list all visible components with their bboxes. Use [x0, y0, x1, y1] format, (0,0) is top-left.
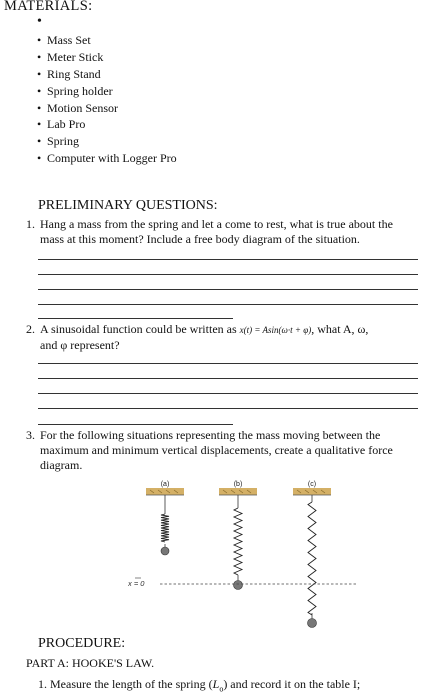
step-text: Measure the length of the spring $(L_o)$ and record it on the table I; — [50, 677, 361, 694]
question-text: For the following situations representing the mass moving between the maximum and minimum vertical displacements, create a qualitative force diagram. — [40, 428, 393, 472]
answer-line[interactable] — [38, 318, 233, 319]
answer-line[interactable] — [38, 393, 418, 394]
list-item: • Mass Set — [37, 33, 91, 47]
spring-compressed — [161, 495, 169, 555]
materials-list — [37, 32, 177, 167]
question-number: 1. — [26, 217, 35, 231]
sinusoid-formula: x(t) = Asin(ω·t + φ) — [239, 325, 312, 335]
list-item: • Motion Sensor — [37, 100, 119, 115]
list-item: • Lab Pro — [37, 117, 86, 132]
ceiling-support — [146, 488, 184, 495]
ceiling-support — [219, 488, 257, 495]
answer-line[interactable] — [38, 259, 418, 260]
question-text: Hang a mass from the spring and let a come to rest, what is true about the mass at this moment? Include a free body diagram of the situation. — [40, 217, 393, 246]
equilibrium-line — [128, 578, 358, 588]
procedure-heading: PROCEDURE: — [38, 636, 126, 651]
label-a: (a) — [160, 481, 170, 488]
answer-line[interactable] — [38, 274, 418, 275]
question-text: A sinusoidal function could be written as x(t) = Asin(ω·t + φ), what A, ω, and φ represent? — [40, 322, 369, 352]
mass-ball — [234, 581, 243, 590]
answer-line[interactable] — [38, 408, 418, 409]
spring-stretched — [308, 495, 317, 628]
answer-line[interactable] — [38, 378, 418, 379]
preliminary-heading: PRELIMINARY QUESTIONS: — [38, 198, 218, 213]
list-item: • Spring — [37, 134, 80, 149]
mass-ball — [161, 547, 169, 555]
list-item: • Ring Stand — [37, 66, 101, 81]
mass-ball — [308, 619, 317, 628]
materials-heading: MATERIALS: — [4, 0, 93, 14]
question-number: 2. — [26, 322, 35, 336]
answer-line[interactable] — [38, 363, 418, 364]
answer-line[interactable] — [38, 424, 233, 425]
equilibrium-label: x = 0 — [128, 579, 145, 588]
label-c: (c) — [307, 481, 317, 488]
list-item: • Computer with Logger Pro — [37, 151, 177, 166]
spring-mass-figure — [128, 478, 358, 650]
label-b: (b) — [233, 481, 243, 488]
list-item: • Spring holder — [37, 83, 113, 98]
answer-line[interactable] — [38, 304, 418, 305]
spring-equilibrium — [234, 495, 243, 590]
answer-line[interactable] — [38, 289, 418, 290]
empty-bullet: • — [37, 14, 42, 29]
part-a-heading: PART A: HOOKE'S LAW. — [26, 656, 155, 670]
step-number: 1. — [38, 677, 47, 691]
list-item: • Meter Stick — [37, 49, 104, 64]
question-number: 3. — [26, 428, 35, 442]
procedure-step-1 — [38, 677, 360, 693]
ceiling-support — [293, 488, 331, 495]
